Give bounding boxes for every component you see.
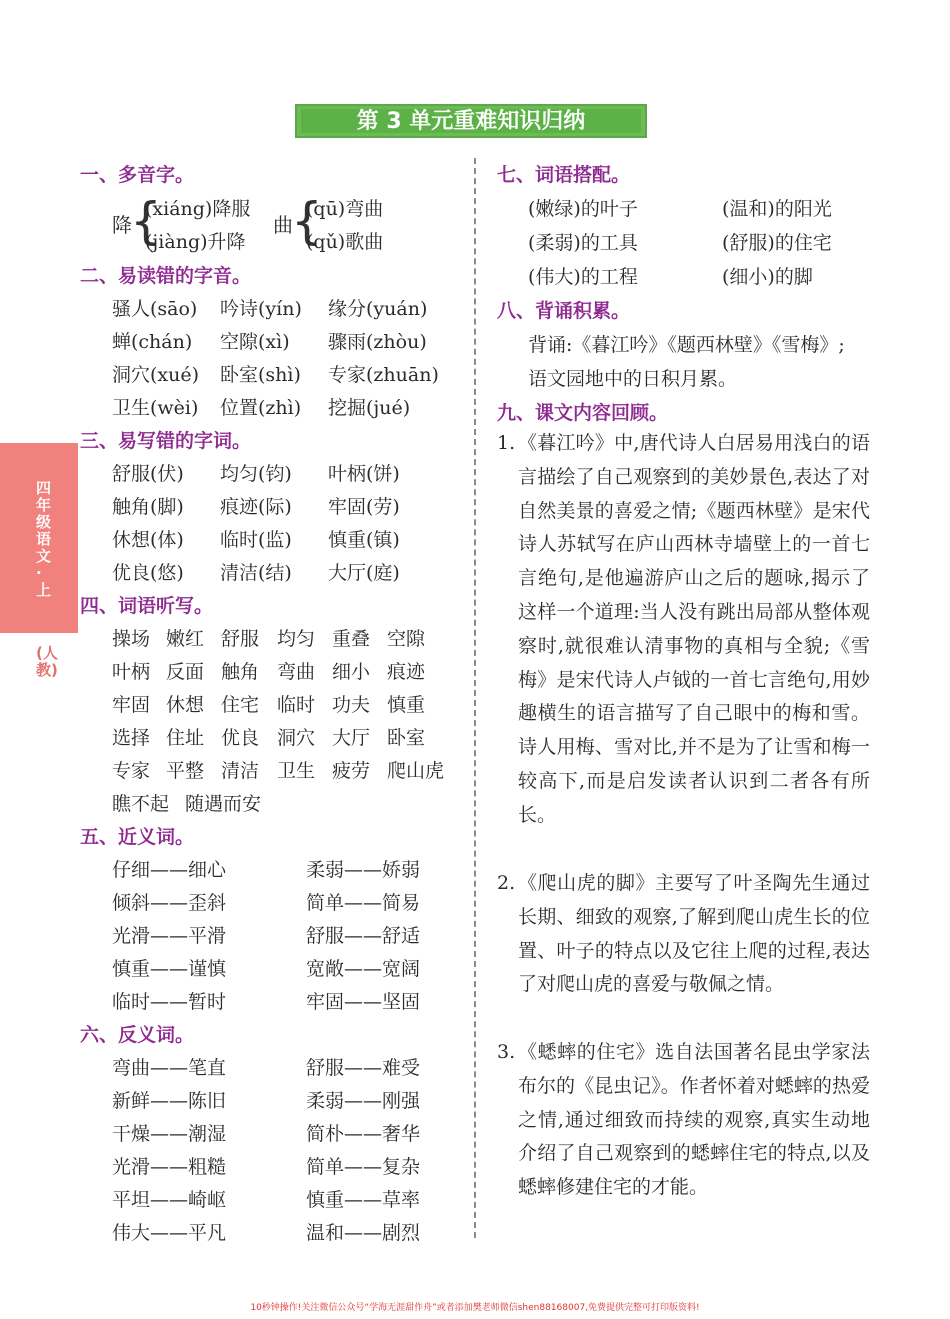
dictation-word: 痕迹 [387,661,426,683]
dictation-word: 嫩红 [166,628,205,650]
column-divider [474,158,476,1238]
antonym-pair: 干燥——潮湿 [112,1123,227,1145]
dictation-word: 卫生 [277,760,316,782]
review-item-text: 《暮江吟》中,唐代诗人白居易用浅白的语言描绘了自己观察到的美妙景色,表达了对自然美景的喜爱之情;《题西林壁》是宋代诗人苏轼写在庐山西林寺墙壁上的一首七言绝句,是他遍游庐山之后的题咏,揭示了这样一个道理:当人没有跳出局部从整体观察时,就很难认清事物的真相与全貌;《雪梅》是宋代诗人卢钺的一首七言绝句,用妙趣横生的语言描写了自己眼中的梅和雪。诗人用梅、雪对比,并不是为了让雪和梅一较高下,而是启发读者认识到二者各有所长。 [518,432,870,826]
collocation-item: (细小)的脚 [722,266,813,288]
collocation-item: (温和)的阳光 [722,198,832,220]
pinyin-item: 挖掘(jué) [328,397,411,419]
footer-note: 10秒钟操作!关注微信公众号“学海无涯甜作舟”或者添加樊老师微信shen88168007,免费提供完整可打印版资料! [250,1303,700,1313]
section-heading-miswritten: 三、易写错的字词。 [80,430,252,452]
pinyin-item: 蝉(chán) [112,331,193,353]
synonym-pair: 临时——暂时 [112,991,227,1013]
pinyin-item: 专家(zhuān) [328,364,439,386]
collocation-item: (柔弱)的工具 [528,232,638,254]
collocation-item: (舒服)的住宅 [722,232,832,254]
review-item-number: 2. [497,872,516,894]
word-item: 舒服(伏) [112,463,184,485]
synonym-pair: 牢固——坚固 [306,991,421,1013]
dictation-word: 舒服 [221,628,260,650]
section-heading-collocations: 七、词语搭配。 [497,164,631,186]
pinyin-item: 卫生(wèi) [112,397,199,419]
polyphone-reading: (qū)弯曲 [306,198,384,220]
word-item: 慎重(镇) [328,529,400,551]
dictation-word: 瞧不起 [112,793,170,815]
pinyin-item: 卧室(shì) [220,364,301,386]
collocation-item: (伟大)的工程 [528,266,638,288]
antonym-pair: 弯曲——笔直 [112,1057,227,1079]
section-heading-pronunciation: 二、易读错的字音。 [80,265,252,287]
dictation-word: 选择 [112,727,151,749]
word-item: 痕迹(际) [220,496,292,518]
dictation-word: 随遇而安 [185,793,262,815]
page-title: 第 3 单元重难知识归纳 [301,109,641,133]
dictation-word: 优良 [221,727,260,749]
word-item: 均匀(钧) [220,463,292,485]
synonym-pair: 光滑——平滑 [112,925,227,947]
dictation-word: 慎重 [387,694,426,716]
review-item-number: 3. [497,1041,516,1063]
antonym-pair: 平坦——崎岖 [112,1189,227,1211]
word-item: 清洁(结) [220,562,292,584]
antonym-pair: 简朴——奢华 [306,1123,421,1145]
word-item: 触角(脚) [112,496,184,518]
dictation-word: 操场 [112,628,151,650]
antonym-pair: 光滑——粗糙 [112,1156,227,1178]
recitation-line: 语文园地中的日积月累。 [528,368,738,390]
dictation-word: 牢固 [112,694,151,716]
antonym-pair: 简单——复杂 [306,1156,421,1178]
antonym-pair: 伟大——平凡 [112,1222,227,1244]
review-item-number: 1. [497,432,516,454]
dictation-word: 临时 [277,694,316,716]
section-heading-synonyms: 五、近义词。 [80,826,195,848]
collocation-item: (嫩绿)的叶子 [528,198,638,220]
synonym-pair: 倾斜——歪斜 [112,892,227,914]
word-item: 大厅(庭) [328,562,400,584]
dictation-word: 爬山虎 [387,760,445,782]
dictation-word: 重叠 [332,628,371,650]
side-tab-sub: (人教) [36,644,58,679]
word-item: 休想(体) [112,529,184,551]
pinyin-item: 缘分(yuán) [328,298,428,320]
brace-icon: { [291,192,323,250]
section-heading-review: 九、课文内容回顾。 [497,402,669,424]
title-banner [295,104,647,138]
word-item: 叶柄(饼) [328,463,400,485]
dictation-word: 细小 [332,661,371,683]
polyphone-char: 降 [112,213,132,237]
antonym-pair: 柔弱——刚强 [306,1090,421,1112]
antonym-pair: 温和——剧烈 [306,1222,421,1244]
polyphone-reading: (qǔ)歌曲 [306,231,384,253]
antonym-pair: 慎重——草率 [306,1189,421,1211]
synonym-pair: 舒服——舒适 [306,925,421,947]
pinyin-item: 空隙(xì) [220,331,290,353]
synonym-pair: 宽敞——宽阔 [306,958,421,980]
pinyin-item: 骤雨(zhòu) [328,331,427,353]
review-item-text: 《蟋蟀的住宅》选自法国著名昆虫学家法布尔的《昆虫记》。作者怀着对蟋蟀的热爱之情,通过细致而持续的观察,真实生动地介绍了自己观察到的蟋蟀住宅的特点,以及蟋蟀修建住宅的才能。 [518,1041,870,1199]
dictation-word: 平整 [166,760,205,782]
side-tab-label: 四年级语文·上 [36,479,52,599]
pinyin-item: 洞穴(xué) [112,364,200,386]
section-heading-dictation: 四、词语听写。 [80,595,214,617]
pinyin-item: 位置(zhì) [220,397,302,419]
dictation-word: 住宅 [221,694,260,716]
dictation-word: 清洁 [221,760,260,782]
brace-icon: { [130,192,162,250]
section-heading-polyphones: 一、多音字。 [80,164,195,186]
synonym-pair: 简单——简易 [306,892,421,914]
dictation-word: 触角 [221,661,260,683]
pinyin-item: 吟诗(yín) [220,298,302,320]
section-heading-recitation: 八、背诵积累。 [497,300,631,322]
dictation-word: 卧室 [387,727,426,749]
antonym-pair: 舒服——难受 [306,1057,421,1079]
dictation-word: 洞穴 [277,727,316,749]
word-item: 优良(悠) [112,562,184,584]
dictation-word: 空隙 [387,628,426,650]
synonym-pair: 仔细——细心 [112,859,227,881]
polyphone-char: 曲 [273,213,293,237]
review-item-text: 《爬山虎的脚》主要写了叶圣陶先生通过长期、细致的观察,了解到爬山虎生长的位置、叶子的特点以及它往上爬的过程,表达了对爬山虎的喜爱与敬佩之情。 [518,872,870,996]
dictation-word: 住址 [166,727,205,749]
synonym-pair: 慎重——谨慎 [112,958,227,980]
dictation-word: 大厅 [332,727,371,749]
polyphone-reading: (xiáng)降服 [145,198,251,220]
section-heading-antonyms: 六、反义词。 [80,1024,195,1046]
dictation-word: 功夫 [332,694,371,716]
dictation-word: 专家 [112,760,151,782]
word-item: 临时(监) [220,529,292,551]
dictation-word: 弯曲 [277,661,316,683]
pinyin-item: 骚人(sāo) [112,298,198,320]
antonym-pair: 新鲜——陈旧 [112,1090,227,1112]
recitation-line: 背诵:《暮江吟》《题西林壁》《雪梅》; [528,334,845,356]
dictation-word: 疲劳 [332,760,371,782]
dictation-word: 叶柄 [112,661,151,683]
synonym-pair: 柔弱——娇弱 [306,859,421,881]
dictation-word: 反面 [166,661,205,683]
word-item: 牢固(劳) [328,496,400,518]
polyphone-reading: (jiàng)升降 [145,231,246,253]
dictation-word: 均匀 [277,628,316,650]
dictation-word: 休想 [166,694,205,716]
